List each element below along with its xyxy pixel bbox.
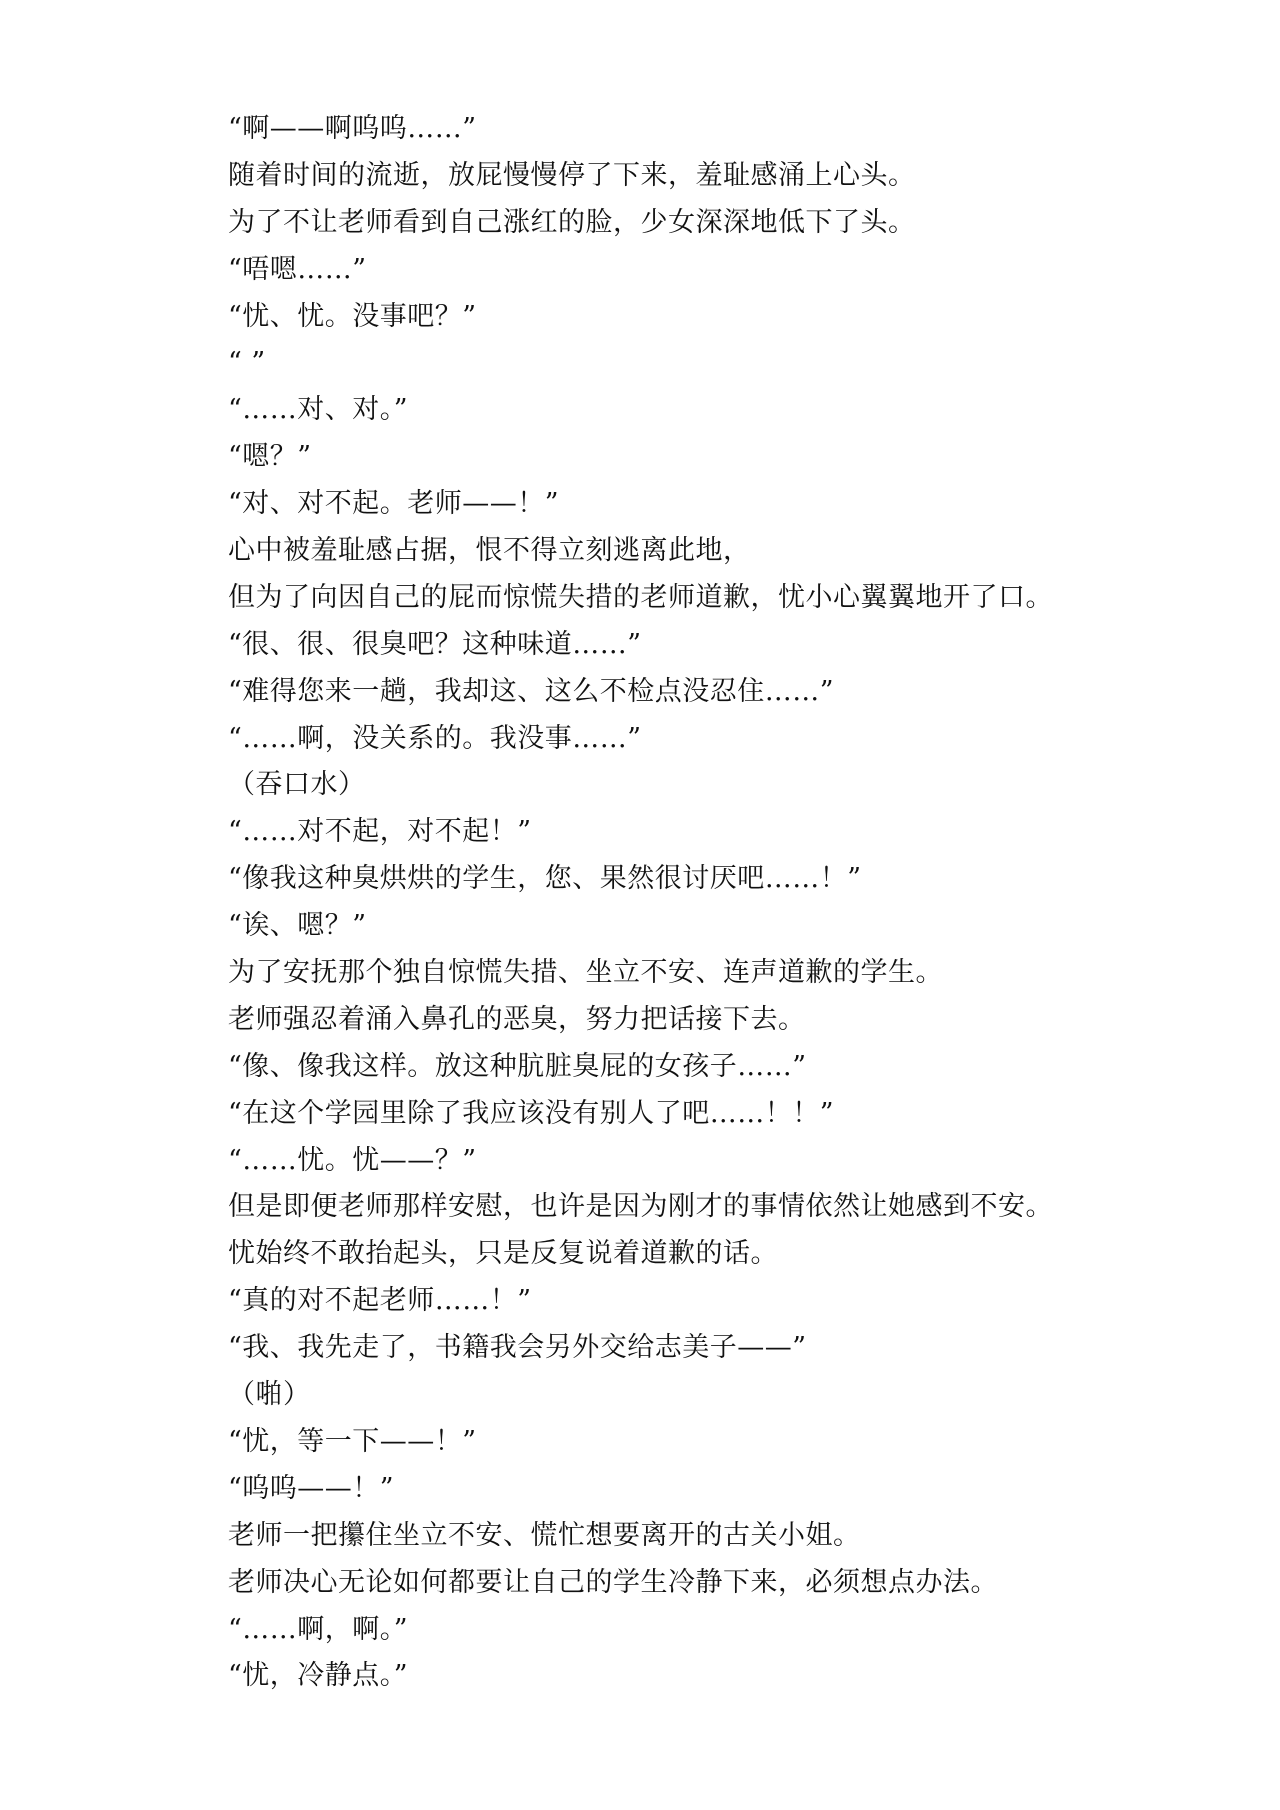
text-line: “在这个学园里除了我应该没有别人了吧……！！” [228, 1097, 835, 1129]
text-line: 为了安抚那个独自惊慌失措、坐立不安、连声道歉的学生。 [228, 957, 943, 989]
text-line: 但是即便老师那样安慰，也许是因为刚才的事情依然让她感到不安。 [228, 1191, 1053, 1223]
text-line: 心中被羞耻感占据，恨不得立刻逃离此地， [228, 535, 751, 567]
text-line: 但为了向因自己的屁而惊慌失措的老师道歉，忧小心翼翼地开了口。 [228, 581, 1053, 613]
text-line: “ ” [228, 347, 266, 379]
text-line: “难得您来一趟，我却这、这么不检点没忍住……” [228, 675, 835, 707]
text-line: “很、很、很臭吧？这种味道……” [228, 628, 642, 660]
text-line: “忧，冷静点。” [228, 1660, 409, 1692]
text-line: “忧、忧。没事吧？” [228, 300, 477, 332]
text-line: “啊——啊呜呜……” [228, 113, 477, 144]
text-line: 老师决心无论如何都要让自己的学生冷静下来，必须想点办法。 [228, 1566, 998, 1598]
text-line: （吞口水） [228, 769, 366, 801]
text-line: “……对、对。” [228, 394, 409, 426]
text-line: “对、对不起。老师——！” [228, 488, 560, 520]
text-line: 随着时间的流逝，放屁慢慢停了下来，羞耻感涌上心头。 [228, 159, 916, 191]
text-line: “我、我先走了，书籍我会另外交给志美子——” [228, 1332, 807, 1364]
text-line: “……啊，没关系的。我没事……” [228, 722, 642, 754]
text-line: “……啊，啊。” [228, 1613, 409, 1645]
text-line: 为了不让老师看到自己涨红的脸，少女深深地低下了头。 [228, 206, 916, 238]
text-line: “像、像我这样。放这种肮脏臭屁的女孩子……” [228, 1050, 807, 1082]
text-line: “……忧。忧——？” [228, 1144, 477, 1176]
text-line: “诶、嗯？” [228, 910, 367, 942]
text-line: “嗯？” [228, 441, 312, 473]
text-line: （啪） [228, 1379, 311, 1411]
text-line: “像我这种臭烘烘的学生，您、果然很讨厌吧……！” [228, 863, 862, 895]
text-line: “真的对不起老师……！” [228, 1285, 532, 1317]
text-line: “忧，等一下——！” [228, 1425, 477, 1457]
text-line: “……对不起，对不起！” [228, 816, 532, 848]
text-line: 老师一把攥住坐立不安、慌忙想要离开的古关小姐。 [228, 1519, 861, 1551]
text-body [228, 106, 1228, 1700]
text-line: 忧始终不敢抬起头，只是反复说着道歉的话。 [228, 1238, 778, 1270]
text-line: “唔嗯……” [228, 253, 367, 285]
text-line: “呜呜——！” [228, 1472, 395, 1504]
text-line: 老师强忍着涌入鼻孔的恶臭，努力把话接下去。 [228, 1003, 806, 1035]
